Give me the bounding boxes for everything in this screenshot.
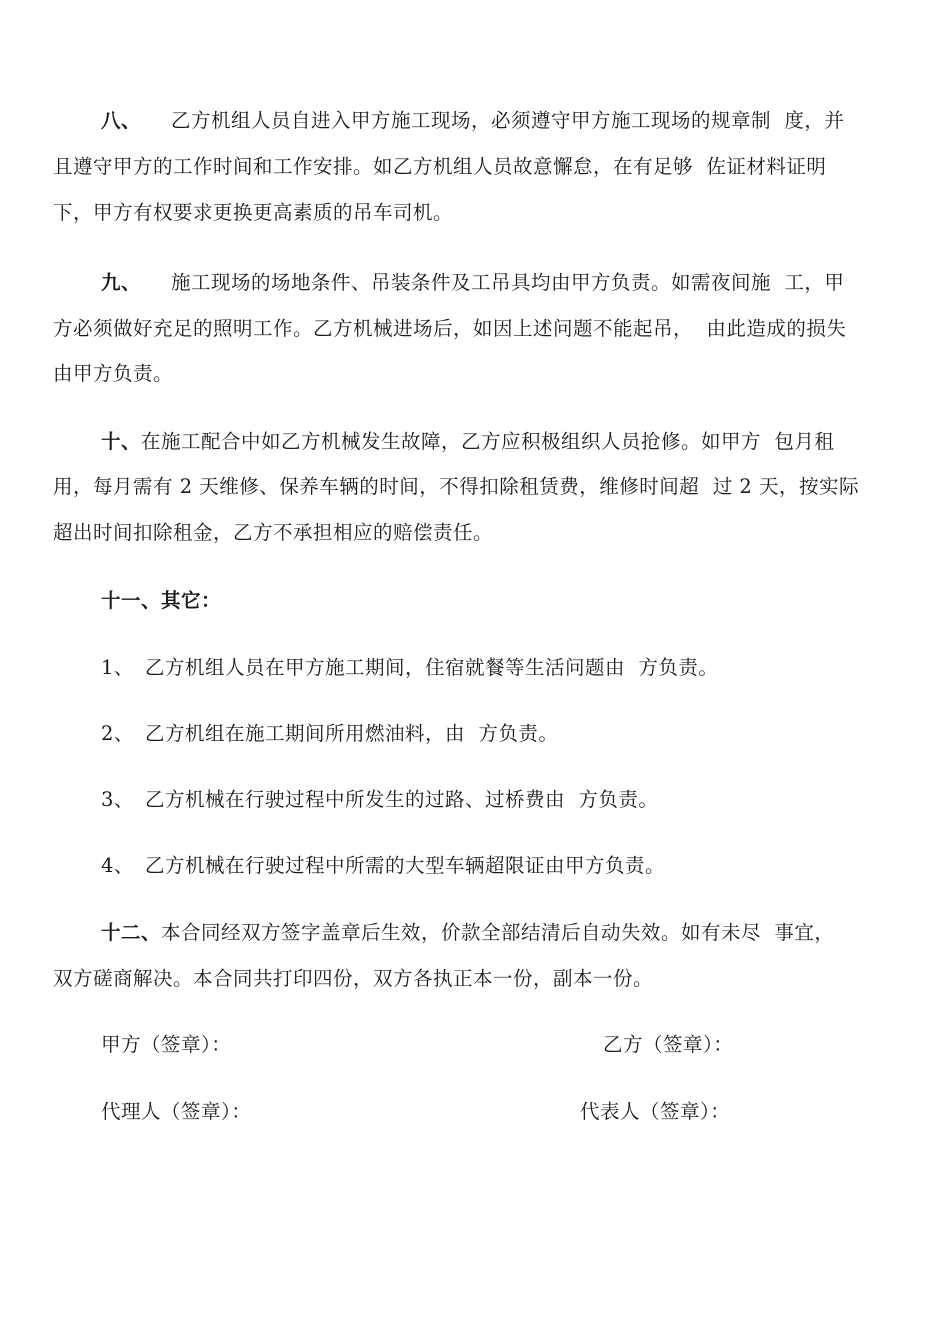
clause-9-text-1: 施工现场的场地条件、吊装条件及工吊具均由甲方负责。如需夜间施 工，甲: [171, 271, 845, 294]
item-2-number: 2、: [101, 722, 134, 745]
clause-8-line-1: [101, 105, 844, 133]
item-3-number: 3、: [101, 788, 134, 811]
clause-8-text-1: 乙方机组人员自进入甲方施工现场，必须遵守甲方施工现场的规章制 度，并: [171, 109, 845, 132]
clause-12-line-2: 双方磋商解决。本合同共打印四份，双方各执正本一份，副本一份。: [53, 967, 654, 990]
clause-12-number: 十二、: [101, 921, 162, 944]
clause-12-text-1: 本合同经双方签字盖章后生效，价款全部结清后自动失效。如有未尽 事宜，: [161, 921, 835, 944]
party-b-signature-label: 乙方（签章）：: [603, 1033, 734, 1056]
clause-11-item-1: [101, 652, 718, 680]
item-2-text: 乙方机组在施工期间所用燃油料，由 方负责。: [145, 722, 559, 745]
party-a-signature-label: 甲方（签章）：: [101, 1033, 232, 1056]
representative-signature-label: 代表人（签章）：: [580, 1100, 731, 1123]
clause-11-item-3: [101, 784, 658, 812]
clause-10-number: 十、: [101, 430, 142, 453]
item-3-text: 乙方机械在行驶过程中所发生的过路、过桥费由 方负责。: [145, 788, 659, 811]
clause-11-item-2: [101, 718, 558, 746]
clause-9-number: 九、: [101, 271, 142, 294]
clause-11-item-4: [101, 850, 665, 878]
clause-10-text-1: 在施工配合中如乙方机械发生故障，乙方应积极组织人员抢修。如甲方 包月租: [141, 430, 835, 453]
item-4-text: 乙方机械在行驶过程中所需的大型车辆超限证由甲方负责。: [145, 854, 666, 877]
clause-12-line-1: [101, 917, 834, 945]
item-1-number: 1、: [101, 656, 134, 679]
clause-11-heading: 十一、其它：: [101, 589, 222, 612]
clause-10-line-2: 用，每月需有 2 天维修、保养车辆的时间，不得扣除租赁费，维修时间超 过 2 天，按实际: [53, 475, 860, 498]
clause-9-line-3: 由甲方负责。: [53, 362, 174, 385]
clause-9-line-2: 方必须做好充足的照明工作。乙方机械进场后，如因上述问题不能起吊， 由此造成的损失: [53, 317, 847, 340]
item-1-text: 乙方机组人员在甲方施工期间，住宿就餐等生活问题由 方负责。: [145, 656, 719, 679]
clause-10-line-3: 超出时间扣除租金，乙方不承担相应的赔偿责任。: [53, 521, 494, 544]
clause-8-number: 八、: [101, 109, 142, 132]
clause-8-line-2: 且遵守甲方的工作时间和工作安排。如乙方机组人员故意懈怠，在有足够 佐证材料证明: [53, 155, 827, 178]
clause-10-line-1: [101, 426, 834, 454]
item-4-number: 4、: [101, 854, 134, 877]
clause-9-line-1: [101, 267, 844, 295]
agent-signature-label: 代理人（签章）：: [101, 1100, 252, 1123]
clause-8-line-3: 下，甲方有权要求更换更高素质的吊车司机。: [53, 201, 454, 224]
